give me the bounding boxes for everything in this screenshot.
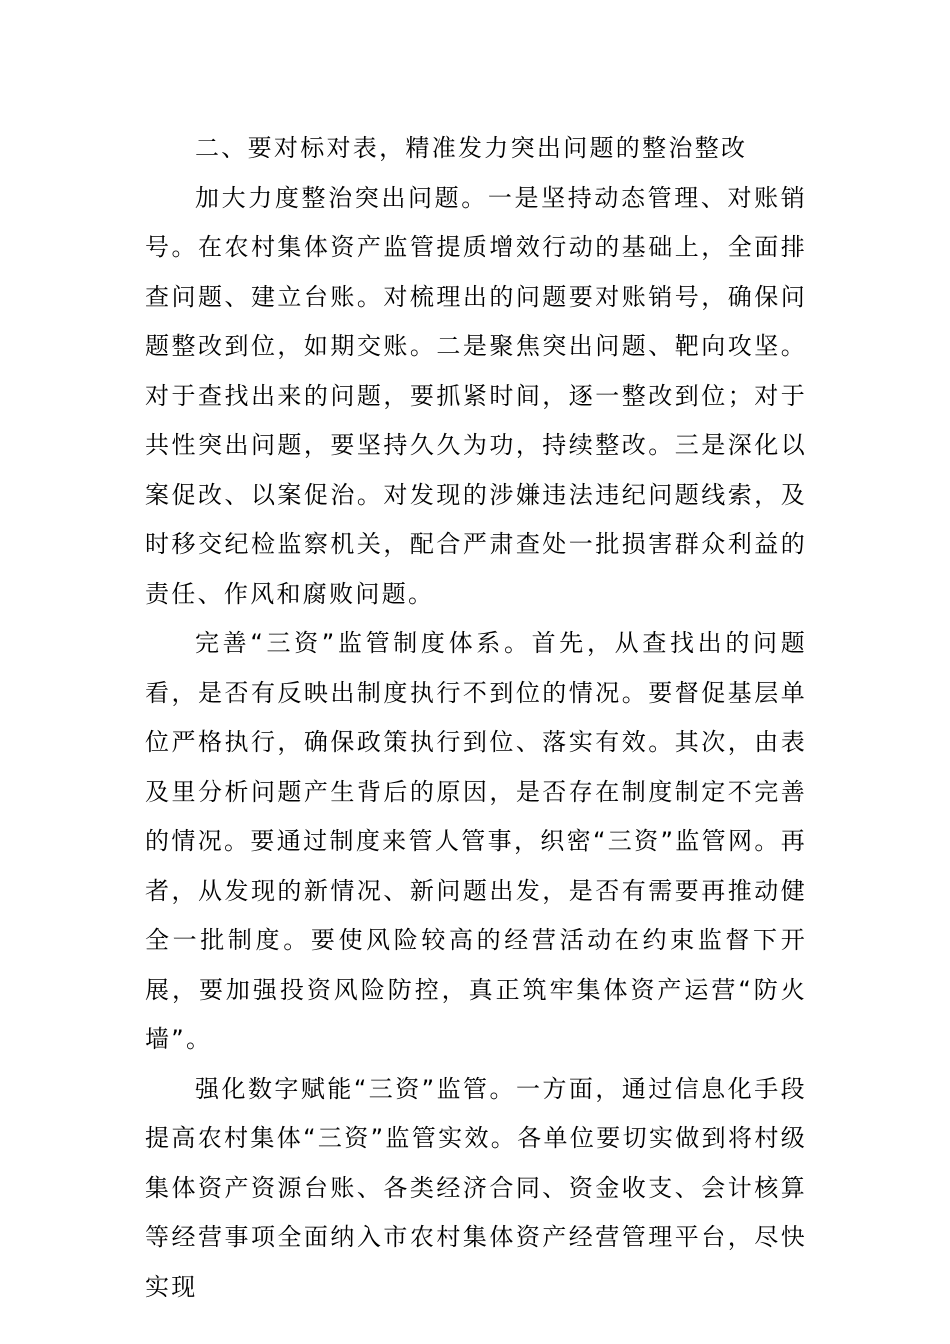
paragraph-digital-empowerment: 强化数字赋能“三资”监管。一方面，通过信息化手段提高农村集体“三资”监管实效。各单位要切实做到将村级集体资产资源台账、各类经济合同、资金收支、会计核算等经营事项全面纳入市农村集体资产经营管理平台，尽快实现 — [145, 1074, 807, 1301]
paragraph-supervision-system: 完善“三资”监管制度体系。首先，从查找出的问题看，是否有反映出制度执行不到位的情况。要督促基层单位严格执行，确保政策执行到位、落实有效。其次，由表及里分析问题产生背后的原因，是否存在制度制定不完善的情况。要通过制度来管人管事，织密“三资”监管网。再者，从发现的新情况、新问题出发，是否有需要再推动健全一批制度。要使风险较高的经营活动在约束监督下开展，要加强投资风险防控，真正筑牢集体资产运营“防火墙”。 — [145, 629, 807, 1053]
section-heading: 二、要对标对表，精准发力突出问题的整治整改 — [195, 134, 748, 162]
paragraph-rectification: 加大力度整治突出问题。一是坚持动态管理、对账销号。在农村集体资产监管提质增效行动的基础上，全面排查问题、建立台账。对梳理出的问题要对账销号，确保问题整改到位，如期交账。二是聚焦突出问题、靶向攻坚。对于查找出来的问题，要抓紧时间，逐一整改到位；对于共性突出问题，要坚持久久为功，持续整改。三是深化以案促改、以案促治。对发现的涉嫌违法违纪问题线索，及时移交纪检监察机关，配合严肃查处一批损害群众利益的责任、作风和腐败问题。 — [145, 183, 807, 608]
document-body — [145, 124, 807, 1312]
